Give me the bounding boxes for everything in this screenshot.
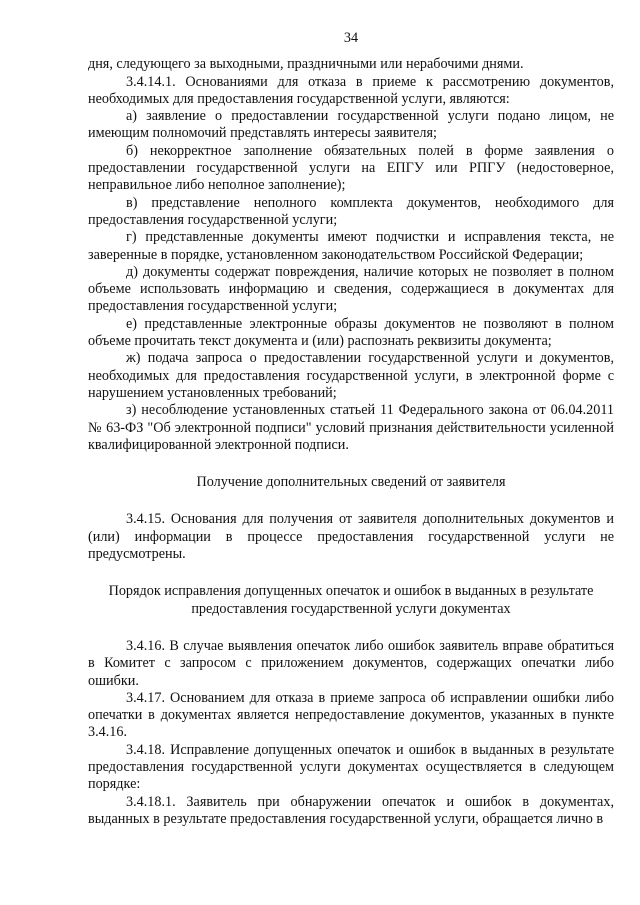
list-item-a: а) заявление о предоставлении государственной услуги подано лицом, не имеющим полномочий представлять интересы заявителя; [88, 108, 614, 142]
paragraph-3-4-18-1: 3.4.18.1. Заявитель при обнаружении опечаток и ошибок в документах, выданных в результате предоставления государственной услуги, обращается лично в [88, 793, 614, 827]
list-item-b: б) некорректное заполнение обязательных полей в форме заявления о предоставлении государственной услуги на ЕПГУ или РПГУ (недостоверное, неправильное либо неполное заполнение); [88, 142, 614, 194]
document-page [88, 30, 614, 828]
spacer [88, 454, 614, 474]
spacer [88, 491, 614, 511]
list-item-e: е) представленные электронные образы документов не позволяют в полном объеме прочитать текст документа и (или) распознать реквизиты документа; [88, 315, 614, 350]
section-heading-corrections: Порядок исправления допущенных опечаток и ошибок в выданных в результате предоставления государственной услуги документах [108, 583, 594, 617]
spacer [88, 563, 614, 583]
paragraph-3-4-18: 3.4.18. Исправление допущенных опечаток и ошибок в выданных в результате предоставления государственной услуги документах осуществляется в следующем порядке: [88, 741, 614, 793]
list-item-zh: ж) подача запроса о предоставлении государственной услуги и документов, необходимых для предоставления государственной услуги, в электронной форме с нарушением установленных требований; [88, 350, 614, 401]
paragraph-3-4-15: 3.4.15. Основания для получения от заявителя дополнительных документов и (или) информации в процессе предоставления государственной услуги не предусмотрены. [88, 511, 614, 563]
list-item-v: в) представление неполного комплекта документов, необходимого для предоставления государственной услуги; [88, 194, 614, 228]
paragraph-3-4-16: 3.4.16. В случае выявления опечаток либо ошибок заявитель вправе обратиться в Комитет с запросом с приложением документов, содержащих опечатки либо ошибки. [88, 637, 614, 689]
spacer [88, 618, 614, 638]
list-item-d: д) документы содержат повреждения, наличие которых не позволяет в полном объеме использовать информацию и сведения, содержащиеся в документах для предоставления государственной услуги; [88, 263, 614, 315]
paragraph-3-4-14-1: 3.4.14.1. Основаниями для отказа в приеме к рассмотрению документов, необходимых для предоставления государственной услуги, являются: [88, 73, 614, 107]
paragraph-3-4-17: 3.4.17. Основанием для отказа в приеме запроса об исправлении ошибки либо опечатки в документах является непредоставление документов, указанных в пункте 3.4.16. [88, 689, 614, 741]
list-item-z: з) несоблюдение установленных статьей 11 Федерального закона от 06.04.2011 № 63-ФЗ "Об электронной подписи" условий признания действительности усиленной квалифицированной электронной подписи. [88, 402, 614, 453]
list-item-g: г) представленные документы имеют подчистки и исправления текста, не заверенные в порядке, установленном законодательством Российской Федерации; [88, 229, 614, 263]
section-heading-additional-info: Получение дополнительных сведений от заявителя [196, 474, 506, 491]
page-number: 34 [343, 30, 359, 46]
paragraph-continuation: дня, следующего за выходными, праздничными или нерабочими днями. [88, 56, 524, 73]
